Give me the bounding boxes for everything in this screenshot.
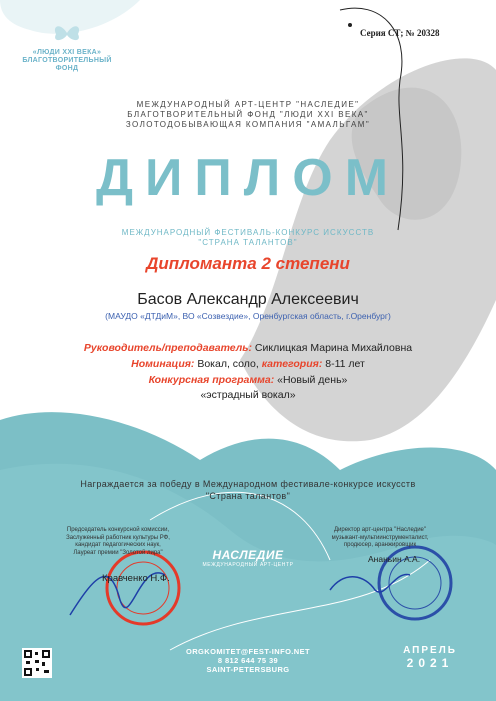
award-text — [0, 478, 496, 502]
organizer-line: ЗОЛОТОДОБЫВАЮЩАЯ КОМПАНИЯ "АМАЛЬГАМ" — [125, 120, 371, 129]
date-year: 2021 — [406, 656, 454, 670]
nomination-label: Номинация: — [131, 358, 195, 370]
left-signer-title: Лауреат премии "Золотой лира" — [73, 549, 163, 556]
participant-name: Басов Александр Алексеевич — [137, 291, 359, 308]
award-line1: Награждается за победу в Международном фестивале-конкурсе искусств — [80, 479, 416, 489]
program-row-2: «эстрадный вокал» — [200, 389, 296, 401]
fund-logo-line3: ФОНД — [55, 65, 79, 72]
right-signer-title: Директор арт-центра "Наследие" — [333, 527, 427, 533]
right-signer-name: Ананьин А.А. — [368, 554, 421, 564]
diploma-title: ДИПЛОМ — [95, 149, 401, 207]
left-signer-title: кандидат педагогических наук, — [75, 542, 161, 548]
contact-phone: 8 812 644 75 39 — [217, 656, 279, 665]
fund-logo — [18, 22, 116, 73]
right-signer-title: продюсер, аранжировщик — [343, 542, 417, 548]
nasledie-logo-sub: МЕЖДУНАРОДНЫЙ АРТ-ЦЕНТР — [202, 562, 294, 568]
right-signer-block — [295, 527, 465, 550]
left-signer-name: Кравченко Н.Ф. — [102, 573, 170, 584]
issue-date — [395, 645, 465, 670]
teacher-row — [0, 342, 496, 354]
organizer-line: БЛАГОТВОРИТЕЛЬНЫЙ ФОНД "ЛЮДИ XXI ВЕКА" — [127, 110, 369, 119]
left-signer-title: Заслуженный работник культуры РФ, — [66, 534, 170, 541]
nomination-value: Вокал, соло, — [194, 358, 259, 370]
nasledie-logo-name: НАСЛЕДИЕ — [212, 548, 284, 562]
festival-line2: "СТРАНА ТАЛАНТОВ" — [198, 238, 298, 247]
program-row — [0, 374, 496, 386]
date-month: АПРЕЛЬ — [403, 645, 457, 656]
organizer-line: МЕЖДУНАРОДНЫЙ АРТ-ЦЕНТР "НАСЛЕДИЕ" — [136, 100, 360, 109]
series-number: Серия СТ; № 20328 — [360, 28, 440, 38]
festival-line1: МЕЖДУНАРОДНЫЙ ФЕСТИВАЛЬ-КОНКУРС ИСКУССТВ — [121, 228, 375, 237]
nomination-row — [0, 358, 496, 370]
program-value: «Новый день» — [274, 374, 348, 386]
degree-title: Дипломанта 2 степени — [146, 254, 350, 273]
left-signer-block — [38, 527, 198, 557]
teacher-value: Сиклицкая Марина Михайловна — [252, 342, 413, 354]
nasledie-logo — [198, 548, 298, 568]
participant-organization: (МАУДО «ДТДиМ», ВО «Созвездие», Оренбургская область, г.Оренбург) — [105, 311, 391, 321]
category-value: 8-11 лет — [322, 358, 365, 370]
right-signer-title: музыкант-мультиинструменталист, — [331, 534, 429, 541]
festival-name — [0, 228, 496, 248]
award-line2: "Страна талантов" — [205, 491, 291, 501]
contact-email: ORGKOMITET@FEST-INFO.NET — [186, 647, 310, 656]
contact-city: SAINT-PETERSBURG — [206, 665, 290, 674]
program-label: Конкурсная программа: — [148, 374, 275, 386]
organizers-block — [0, 100, 496, 130]
left-signer-title: Председатель конкурсной комиссии, — [66, 527, 170, 533]
category-label: категория: — [261, 358, 323, 370]
fund-logo-line1: «ЛЮДИ XXI ВЕКА» — [32, 49, 102, 56]
teacher-label: Руководитель/преподаватель: — [83, 342, 253, 354]
fund-logo-line2: БЛАГОТВОРИТЕЛЬНЫЙ — [22, 57, 112, 64]
butterfly-icon — [52, 22, 82, 44]
